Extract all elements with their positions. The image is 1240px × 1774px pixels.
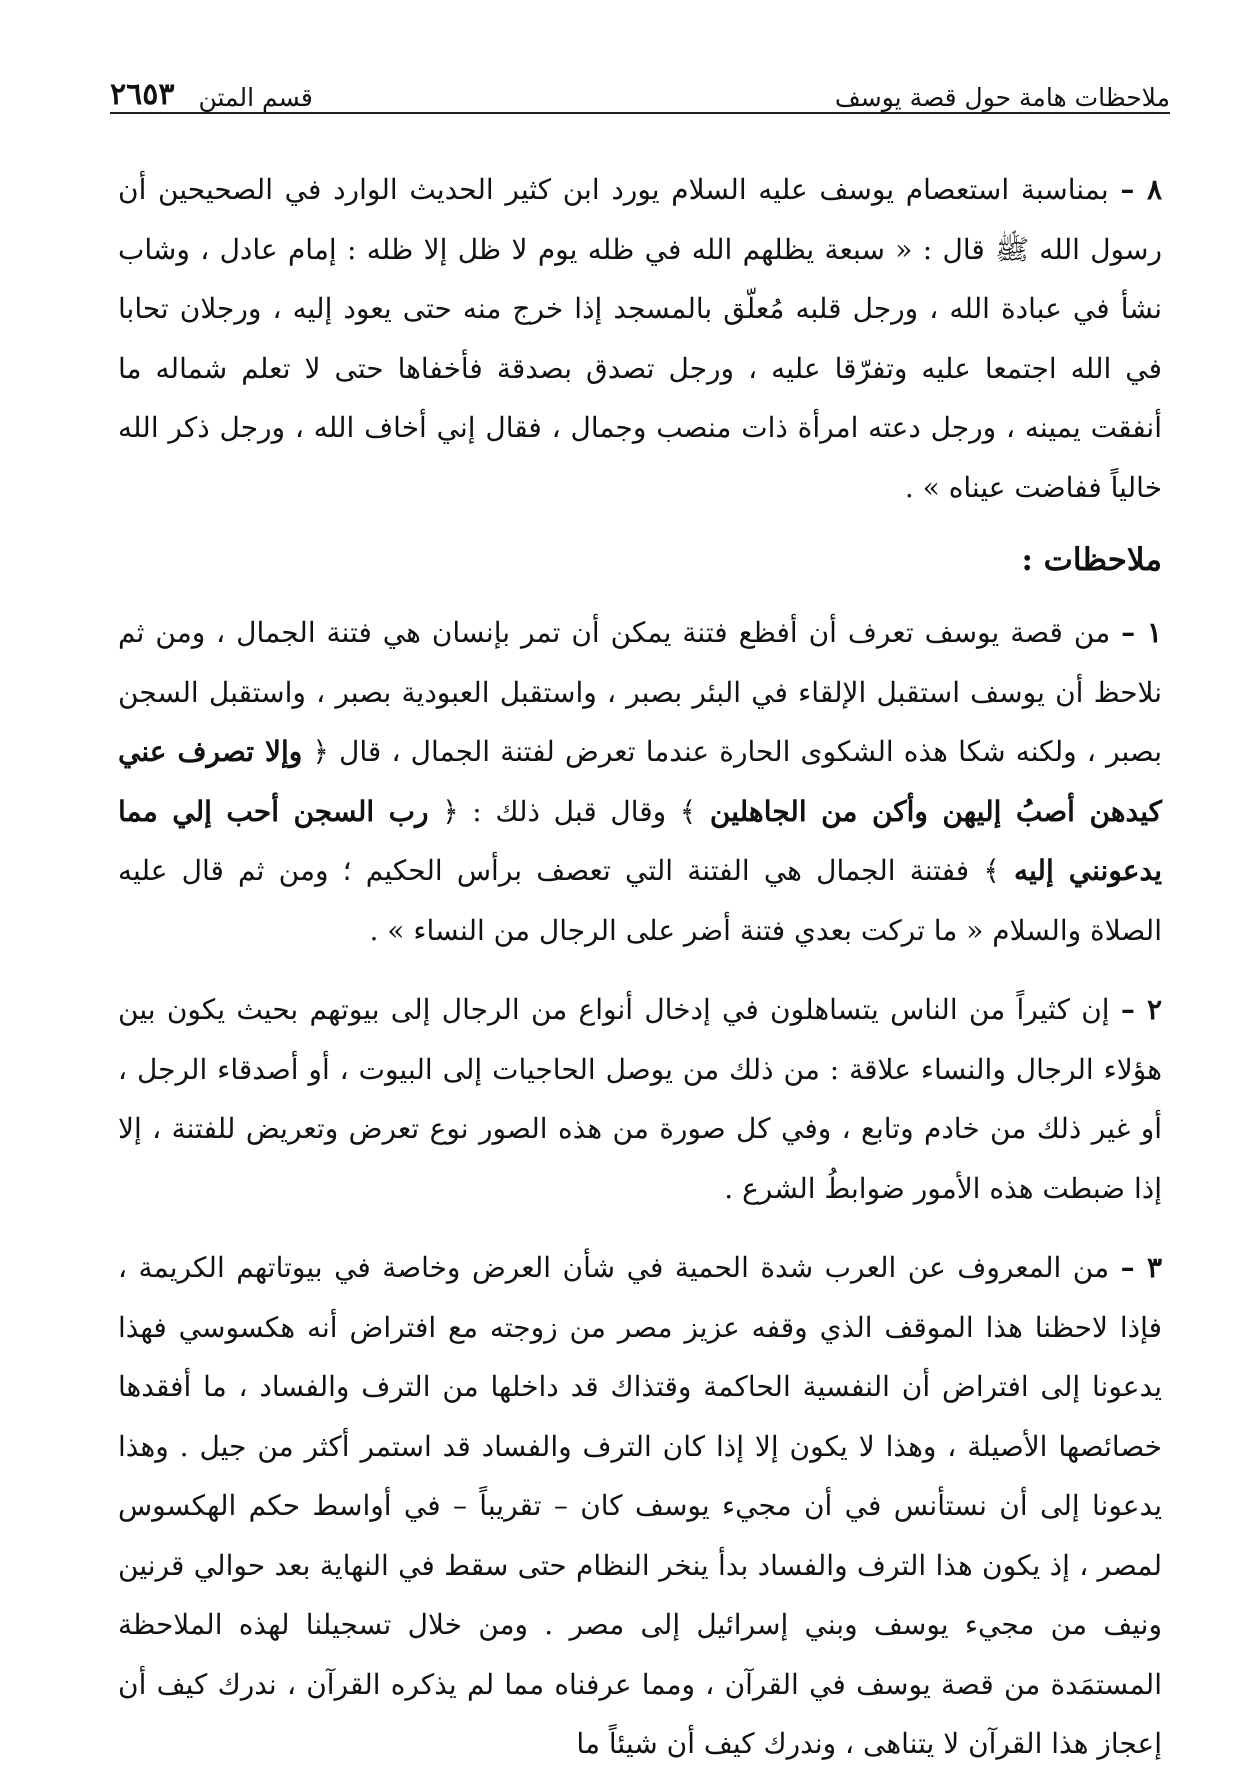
spacer xyxy=(118,591,1162,603)
note-text: ﴾ ففتنة الجمال هي الفتنة التي تعصف برأس الحكيم ؛ ومن ثم قال عليه الصلاة والسلام « ما تركت بعدي فتنة أضر على الرجال من النساء » . xyxy=(118,854,1162,947)
paragraph-8 xyxy=(118,160,1162,517)
spacer xyxy=(118,960,1162,980)
note-text: من قصة يوسف تعرف أن أفظع فتنة يمكن أن تمر بإنسان هي فتنة الجمال ، ومن ثم نلاحظ أن يوسف استقبل الإلقاء في البئر بصبر ، واستقبل العبودية بصبر ، واستقبل السجن بصبر ، ولكنه شكا هذه الشكوى الحارة عندما تعرض لفتنة الجمال ، قال ﴿ xyxy=(118,616,1162,768)
note-number: ٢ – xyxy=(1120,993,1162,1026)
notes-heading: ملاحظات : xyxy=(1021,542,1162,578)
note-text: من المعروف عن العرب شدة الحمية في شأن العرض وخاصة في بيوتاتهم الكريمة ، فإذا لاحظنا هذا الموقف الذي وقفه عزيز مصر من زوجته مع افتراض أنه هكسوسي فهذا يدعونا إلى افتراض أن النفسية الحاكمة وقتذاك قد داخلها من الترف والفساد ، ما أفقدها خصائصها الأصيلة ، وهذا لا يكون إلا إذا كان الترف والفساد قد استمر أكثر من جيل . وهذا يدعونا إلى أن نستأنس في أن مجيء يوسف كان – تقريباً – في أواسط حكم الهكسوس لمصر ، إذ يكون هذا الترف والفساد بدأ ينخر النظام حتى سقط في النهاية بعد حوالي قرنين ونيف من مجيء يوسف وبني إسرائيل إلى مصر . ومن خلال تسجيلنا لهذه الملاحظة المستمَدة من قصة يوسف في القرآن ، ومما عرفناه مما لم يذكره القرآن ، ندرك كيف أن إعجاز هذا القرآن لا يتناهى ، وندرك كيف أن شيئاً ما xyxy=(118,1251,1162,1760)
header-left-group xyxy=(110,77,313,112)
page-body xyxy=(118,160,1162,1774)
spacer xyxy=(118,1218,1162,1238)
note-text: إن كثيراً من الناس يتساهلون في إدخال أنواع من الرجال إلى بيوتهم بحيث يكون بين هؤلاء الرجال والنساء علاقة : من ذلك من يوصل الحاجيات إلى البيوت ، أو أصدقاء الرجل ، أو غير ذلك من خادم وتابع ، وفي كل صورة من هذه الصور نوع تعرض وتعريض للفتنة ، إلا إذا ضبطت هذه الأمور ضوابطُ الشرع . xyxy=(118,993,1162,1205)
page-number: ٢٦٥٣ xyxy=(110,77,175,112)
note-number: ١ – xyxy=(1121,616,1162,649)
running-header xyxy=(110,70,1170,110)
header-section: قسم المتن xyxy=(198,83,313,112)
quran-verse: رب السجن أحب إلي مما يدعونني إليه xyxy=(118,794,1162,887)
note-number: ٣ – xyxy=(1120,1251,1162,1284)
quran-verse: وإلا تصرف عني كيدهن أصبُ إليهن وأكن من الجاهلين xyxy=(118,735,1163,828)
note-2 xyxy=(118,980,1162,1218)
paragraph-text: بمناسبة استعصام يوسف عليه السلام يورد ابن كثير الحديث الوارد في الصحيحين أن رسول الله ﷺ قال : « سبعة يظلهم الله في ظله يوم لا ظل إلا ظله : إمام عادل ، وشاب نشأ في عبادة الله ، ورجل قلبه مُعلّق بالمسجد إذا خرج منه حتى يعود إليه ، ورجلان تحابا في الله اجتمعا عليه وتفرّقا عليه ، ورجل تصدق بصدقة فأخفاها حتى لا تعلم شماله ما أنفقت يمينه ، ورجل دعته امرأة ذات منصب وجمال ، فقال إني أخاف الله ، ورجل ذكر الله خالياً ففاضت عيناه » . xyxy=(118,173,1162,504)
header-title: ملاحظات هامة حول قصة يوسف xyxy=(834,83,1170,112)
note-1 xyxy=(118,603,1162,960)
spacer xyxy=(118,517,1162,529)
note-text: ﴾ وقال قبل ذلك : ﴿ xyxy=(442,794,697,828)
note-3 xyxy=(118,1238,1162,1774)
paragraph-number: ٨ – xyxy=(1120,173,1163,206)
header-rule xyxy=(110,112,1170,114)
